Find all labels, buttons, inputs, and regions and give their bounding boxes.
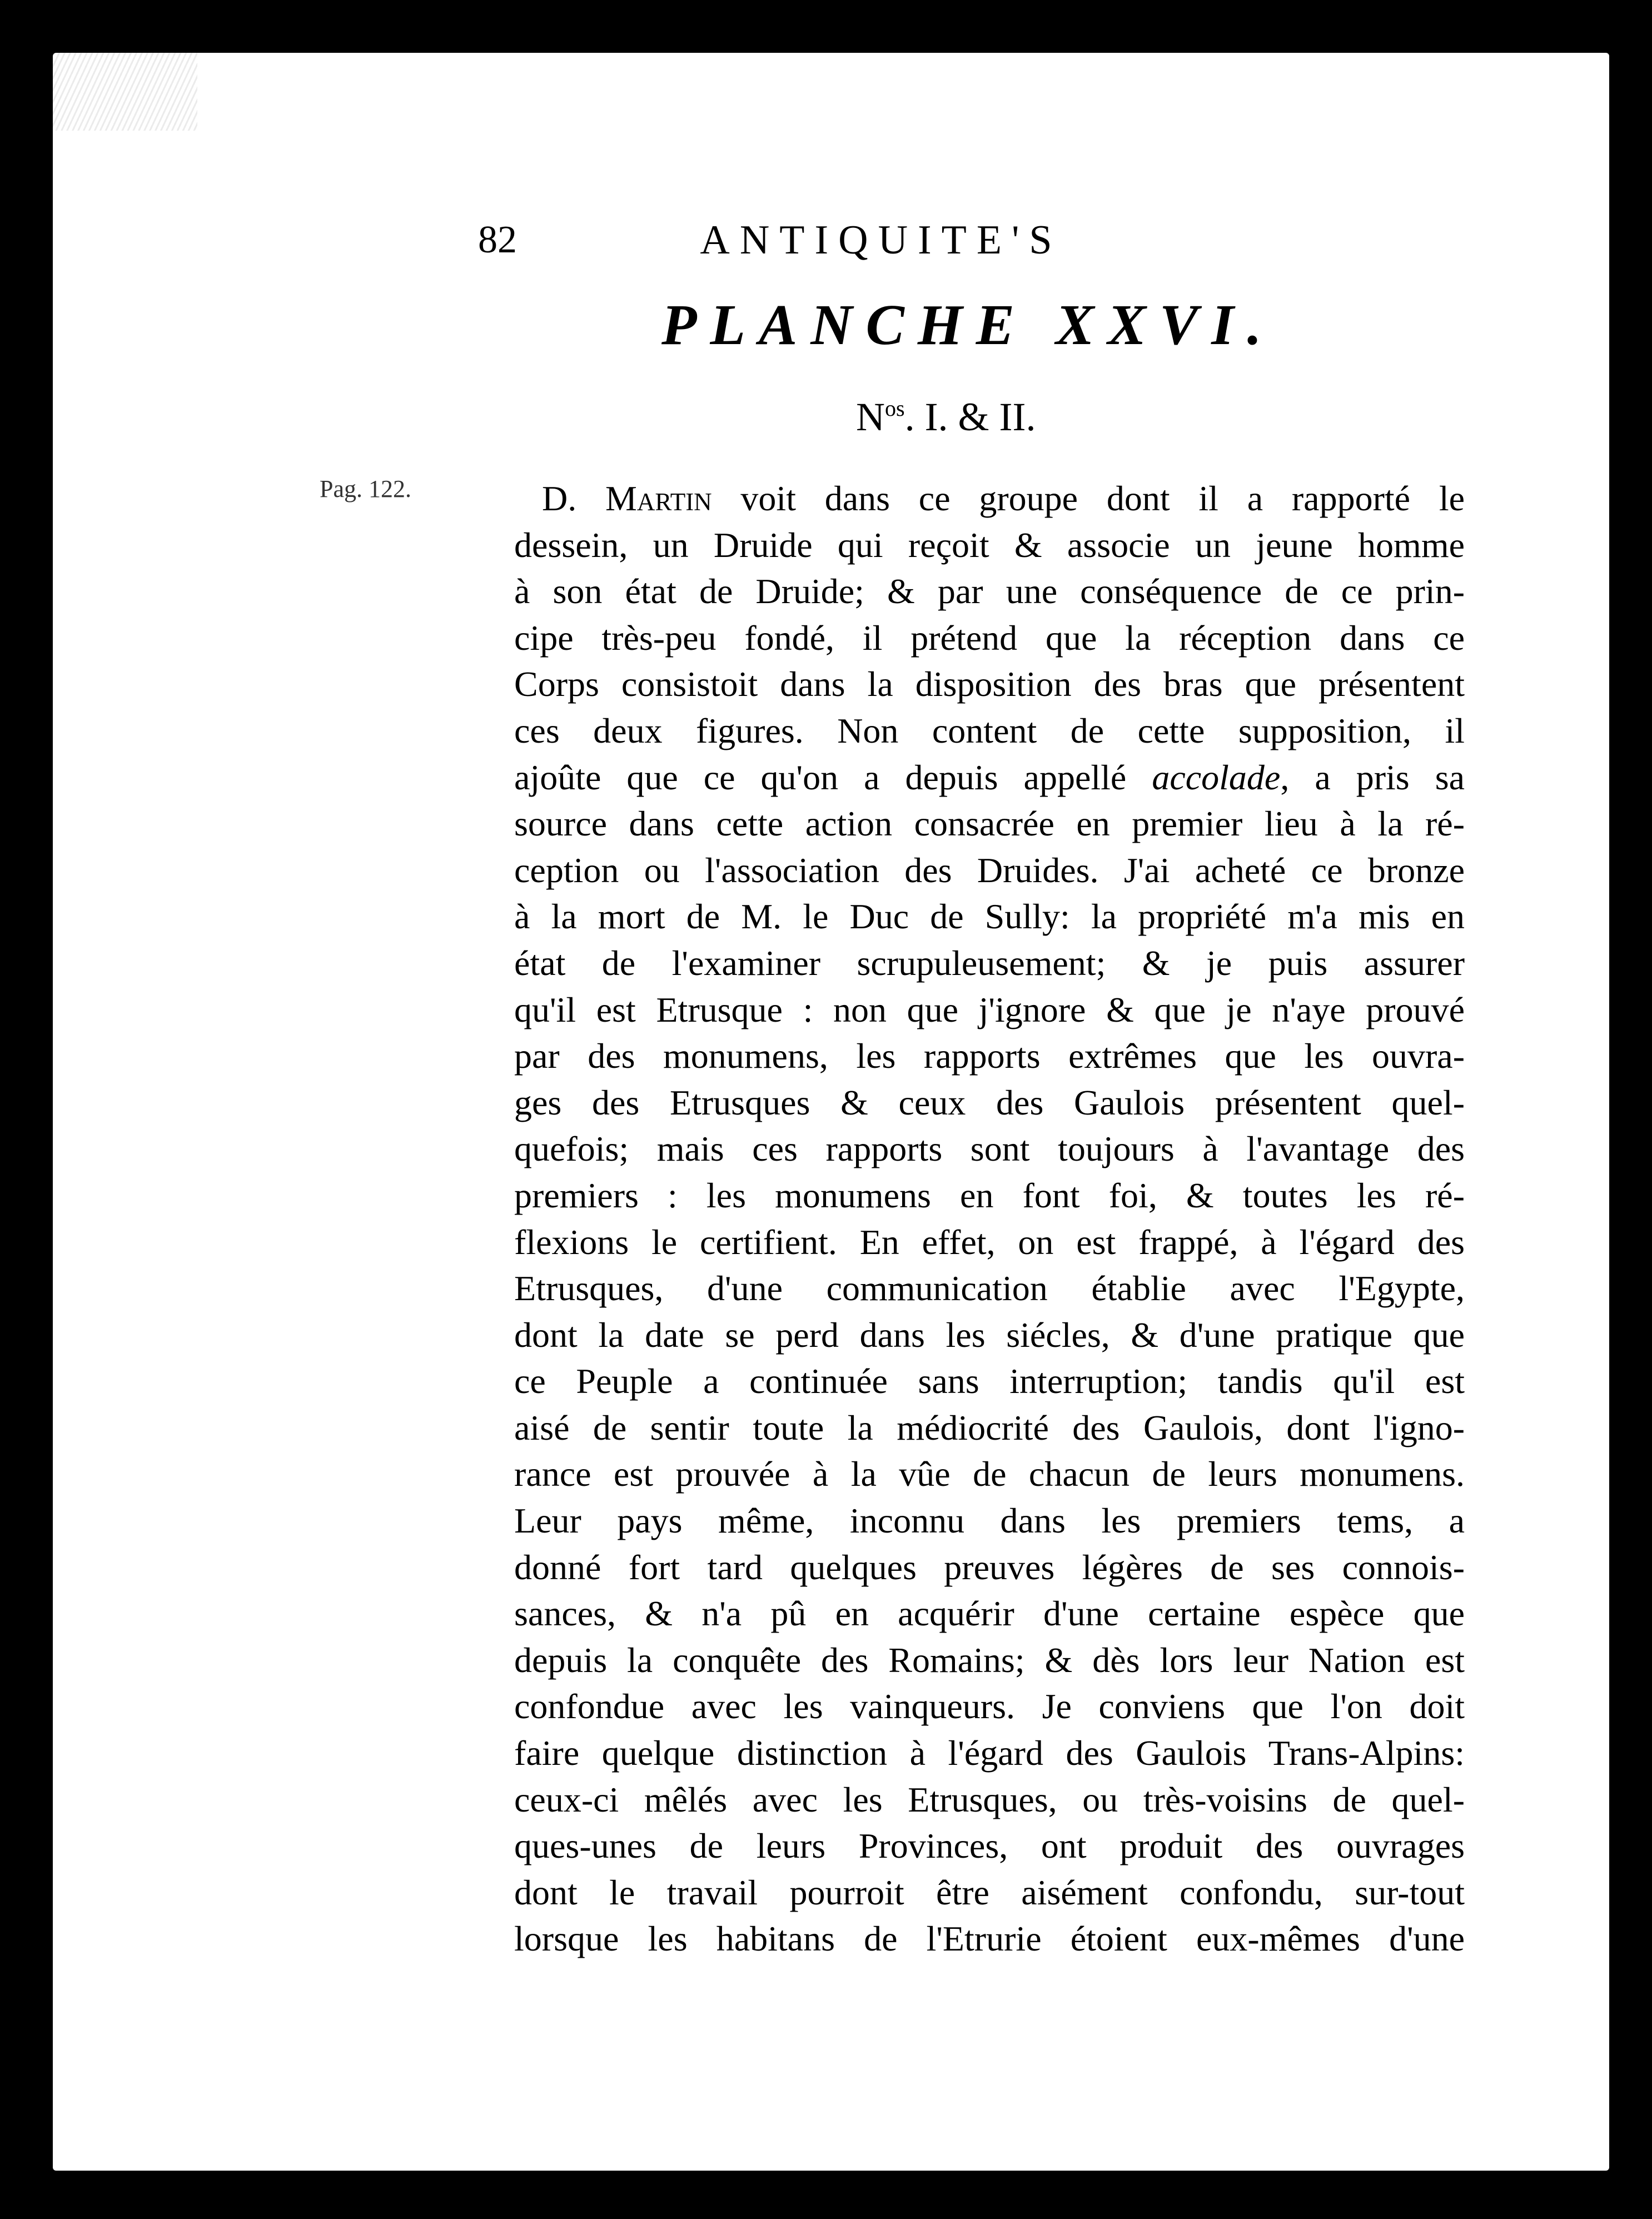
text-line: depuis la conquête des Romains; & dès lors leur Nation est: [514, 1640, 1465, 1680]
numbers-sup: os: [885, 396, 905, 421]
text-line: [514, 754, 1465, 801]
margin-page-reference: Pag. 122.: [320, 475, 411, 502]
text-line: dont la date se perd dans les siécles, & d'une pratique que: [514, 1315, 1465, 1355]
plate-title: PLANCHE XXVI.: [661, 293, 1275, 357]
text-line: à son état de Druide; & par une conséquence de ce prin-: [514, 571, 1465, 611]
text-line: ces deux figures. Non content de cette supposition, il: [514, 710, 1465, 750]
text-line: donné fort tard quelques preuves légères de ses connois-: [514, 1547, 1465, 1587]
text-line: quefois; mais ces rapports sont toujours à l'avantage des: [514, 1129, 1465, 1169]
text-line: rance est prouvée à la vûe de chacun de leurs monumens.: [514, 1454, 1465, 1494]
text-line: ques-unes de leurs Provinces, ont produit des ouvrages: [514, 1826, 1465, 1866]
text-line: qu'il est Etrusque : non que j'ignore & que je n'aye prouvé: [514, 989, 1465, 1029]
italic-term: accolade: [1152, 757, 1281, 797]
text-line: cipe très-peu fondé, il prétend que la réception dans ce: [514, 618, 1465, 658]
text-line: source dans cette action consacrée en premier lieu à la ré-: [514, 804, 1465, 844]
author-name: Martin: [605, 479, 712, 518]
text-span: , a pris sa: [1280, 757, 1465, 797]
numbers-rest: . I. & II.: [904, 395, 1036, 439]
text-line: état de l'examiner scrupuleusement; & je puis assurer: [514, 943, 1465, 983]
body-text: [514, 475, 1465, 1962]
text-line: ges des Etrusques & ceux des Gaulois présentent quel-: [514, 1082, 1465, 1122]
text-line: à la mort de M. le Duc de Sully: la propriété m'a mis en: [514, 897, 1465, 937]
running-title: ANTIQUITE'S: [700, 217, 1062, 263]
text-line: ceux-ci mêlés avec les Etrusques, ou très-voisins de quel-: [514, 1779, 1465, 1819]
numbers-prefix: N: [856, 395, 885, 439]
running-header: [478, 210, 1284, 271]
text-span: ajoûte que ce qu'on a depuis appellé: [514, 757, 1152, 797]
text-line: par des monumens, les rapports extrêmes que les ouvra-: [514, 1036, 1465, 1076]
text-line: dont le travail pourroit être aisément confondu, sur-tout: [514, 1872, 1465, 1912]
text-line: [514, 475, 1465, 522]
scan-speckle: [53, 53, 197, 131]
text-line: aisé de sentir toute la médiocrité des Gaulois, dont l'igno-: [514, 1407, 1465, 1447]
plate-numbers: [856, 381, 1036, 445]
text-line: Corps consistoit dans la disposition des bras que présentent: [514, 664, 1465, 704]
text-line: premiers : les monumens en font foi, & toutes les ré-: [514, 1175, 1465, 1215]
text-span: D.: [542, 479, 605, 518]
text-line: dessein, un Druide qui reçoit & associe un jeune homme: [514, 525, 1465, 565]
text-line: lorsque les habitans de l'Etrurie étoient eux-mêmes d'une: [514, 1919, 1465, 1959]
text-line: faire quelque distinction à l'égard des Gaulois Trans-Alpins:: [514, 1733, 1465, 1773]
text-line: sances, & n'a pû en acquérir d'une certaine espèce que: [514, 1594, 1465, 1634]
text-line: Leur pays même, inconnu dans les premiers tems, a: [514, 1501, 1465, 1541]
book-page: [53, 53, 1609, 2171]
text-line: Etrusques, d'une communication établie avec l'Egypte,: [514, 1268, 1465, 1308]
text-span: voit dans ce groupe dont il a rapporté le: [711, 479, 1465, 518]
text-line: ception ou l'association des Druides. J'ai acheté ce bronze: [514, 850, 1465, 890]
text-line: flexions le certifient. En effet, on est frappé, à l'égard des: [514, 1222, 1465, 1262]
text-line: confondue avec les vainqueurs. Je conviens que l'on doit: [514, 1686, 1465, 1727]
text-line: ce Peuple a continuée sans interruption; tandis qu'il est: [514, 1361, 1465, 1401]
page-number: 82: [478, 218, 517, 261]
